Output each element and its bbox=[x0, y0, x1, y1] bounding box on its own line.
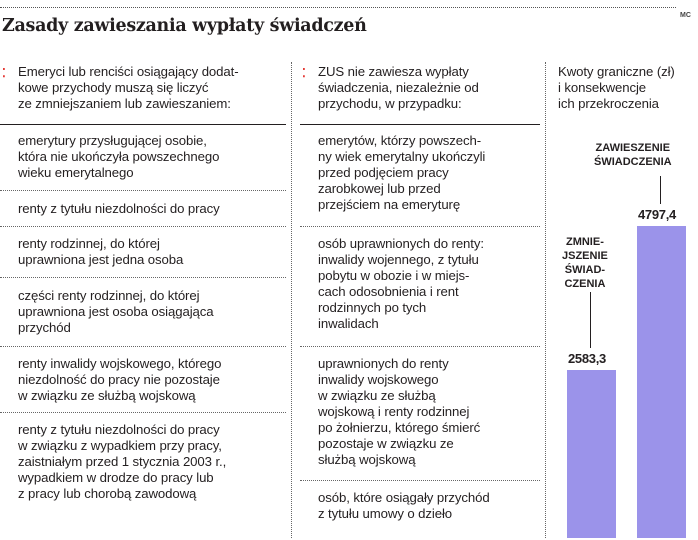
bar-zawieszenie bbox=[637, 226, 686, 538]
column-1-item bbox=[18, 133, 219, 181]
item-line: zarobkowej lub przed bbox=[318, 181, 441, 196]
column-divider bbox=[291, 62, 292, 538]
bar-category-label: ZAWIESZENIE ŚWIADCZENIA bbox=[594, 142, 672, 168]
brand-mark: MC bbox=[680, 12, 691, 19]
item-line: uprawniona jest jedna osoba bbox=[18, 252, 184, 267]
column-1-item bbox=[18, 422, 226, 502]
bar-zmniejszenie bbox=[567, 370, 616, 538]
item-line: inwalidy wojennego, z tytułu bbox=[318, 252, 479, 267]
item-line: emerytury przysługującej osobie, bbox=[18, 133, 207, 148]
item-line: z tytułu umowy o dzieło bbox=[318, 506, 453, 521]
row-divider bbox=[0, 190, 286, 191]
item-line: części renty rodzinnej, do której bbox=[18, 288, 200, 303]
item-line: uprawniona jest osoba osiągająca bbox=[18, 304, 214, 319]
item-line: renty inwalidy wojskowego, którego bbox=[18, 356, 222, 371]
header-line: i konsekwencje bbox=[558, 80, 647, 95]
item-line: przejściem na emeryturę bbox=[318, 197, 461, 212]
column-2-item bbox=[318, 236, 484, 332]
item-line: wypadkiem w drodze do pracy lub bbox=[18, 470, 214, 485]
item-line: renty z tytułu niezdolności do pracy bbox=[18, 201, 220, 216]
row-divider bbox=[0, 346, 286, 347]
item-line: osób uprawnionych do renty: bbox=[318, 236, 484, 251]
item-line: po żołnierzu, którego śmierć bbox=[318, 420, 481, 435]
row-divider bbox=[0, 277, 286, 278]
item-line: pozostaje w związku ze bbox=[318, 436, 454, 451]
item-line: przed podjęciem pracy bbox=[318, 165, 449, 180]
item-line: osób, które osiągały przychód bbox=[318, 490, 490, 505]
leader-line bbox=[660, 176, 661, 204]
page-title: Zasady zawieszania wypłaty świadczeń bbox=[2, 16, 367, 36]
bar-value-label: 4797,4 bbox=[638, 207, 676, 222]
header-line: Kwoty graniczne (zł) bbox=[558, 64, 675, 79]
item-line: ny wiek emerytalny ukończyli bbox=[318, 149, 486, 164]
chart-header bbox=[558, 64, 675, 112]
column-1-item bbox=[18, 236, 183, 268]
column-1-header bbox=[18, 64, 239, 112]
item-line: zaistniałym przed 1 stycznia 2003 r., bbox=[18, 454, 227, 469]
item-line: przychód bbox=[18, 320, 71, 335]
item-line: w związku ze służbą wojskową bbox=[18, 388, 196, 403]
column-2-item bbox=[318, 356, 480, 468]
row-divider bbox=[300, 480, 540, 481]
item-line: inwalidy wojskowego bbox=[318, 372, 439, 387]
row-divider bbox=[0, 412, 286, 413]
column-1-item bbox=[18, 201, 220, 217]
header-line: ich przekroczenia bbox=[558, 96, 659, 111]
header-line: świadczenia, niezależnie od bbox=[318, 80, 479, 95]
item-line: cach odosobnienia i rent bbox=[318, 284, 459, 299]
header-line: ZUS nie zawiesza wypłaty bbox=[318, 64, 469, 79]
header-line: przychodu, w przypadku: bbox=[318, 96, 462, 111]
item-line: wieku emerytalnego bbox=[18, 165, 134, 180]
item-line: która nie ukończyła powszechnego bbox=[18, 149, 220, 164]
header-line: kowe przychody muszą się liczyć bbox=[18, 80, 209, 95]
item-line: niezdolność do pracy nie pozostaje bbox=[18, 372, 220, 387]
bar-value-label: 2583,3 bbox=[568, 350, 606, 366]
column-2-item bbox=[318, 133, 485, 213]
column-2-header bbox=[318, 64, 479, 112]
item-line: uprawnionych do renty bbox=[318, 356, 449, 371]
row-divider bbox=[300, 346, 540, 347]
item-line: w związku z wypadkiem przy pracy, bbox=[18, 438, 222, 453]
column-1-header-rule bbox=[0, 124, 286, 125]
item-line: służbą wojskową bbox=[318, 452, 416, 467]
leader-line bbox=[590, 292, 591, 348]
column-divider bbox=[545, 62, 546, 538]
bar-category-label: ZMNIE- JSZENIE ŚWIAD- CZENIA bbox=[562, 236, 608, 290]
column-2-item bbox=[318, 490, 490, 522]
item-line: z pracy lub chorobą zawodową bbox=[18, 486, 197, 501]
header-line: ze zmniejszaniem lub zawieszaniem: bbox=[18, 96, 231, 111]
item-line: renty z tytułu niezdolności do pracy bbox=[18, 422, 220, 437]
bullet-icon: ⁚ bbox=[302, 66, 306, 80]
column-2-header-rule bbox=[300, 124, 540, 125]
top-rule bbox=[0, 7, 676, 8]
row-divider bbox=[300, 226, 540, 227]
item-line: emerytów, którzy powszech- bbox=[318, 133, 482, 148]
item-line: rodzinnych po tych bbox=[318, 300, 427, 315]
column-1-item bbox=[18, 356, 221, 404]
bullet-icon: ⁚ bbox=[2, 66, 6, 80]
item-line: w związku ze służbą bbox=[318, 388, 436, 403]
item-line: pobytu w obozie i w miejs- bbox=[318, 268, 470, 283]
item-line: inwalidach bbox=[318, 316, 379, 331]
item-line: renty rodzinnej, do której bbox=[18, 236, 160, 251]
header-line: Emeryci lub renciści osiągający dodat- bbox=[18, 64, 239, 79]
row-divider bbox=[0, 226, 286, 227]
item-line: wojskową i renty rodzinnej bbox=[318, 404, 470, 419]
column-1-item bbox=[18, 288, 213, 336]
